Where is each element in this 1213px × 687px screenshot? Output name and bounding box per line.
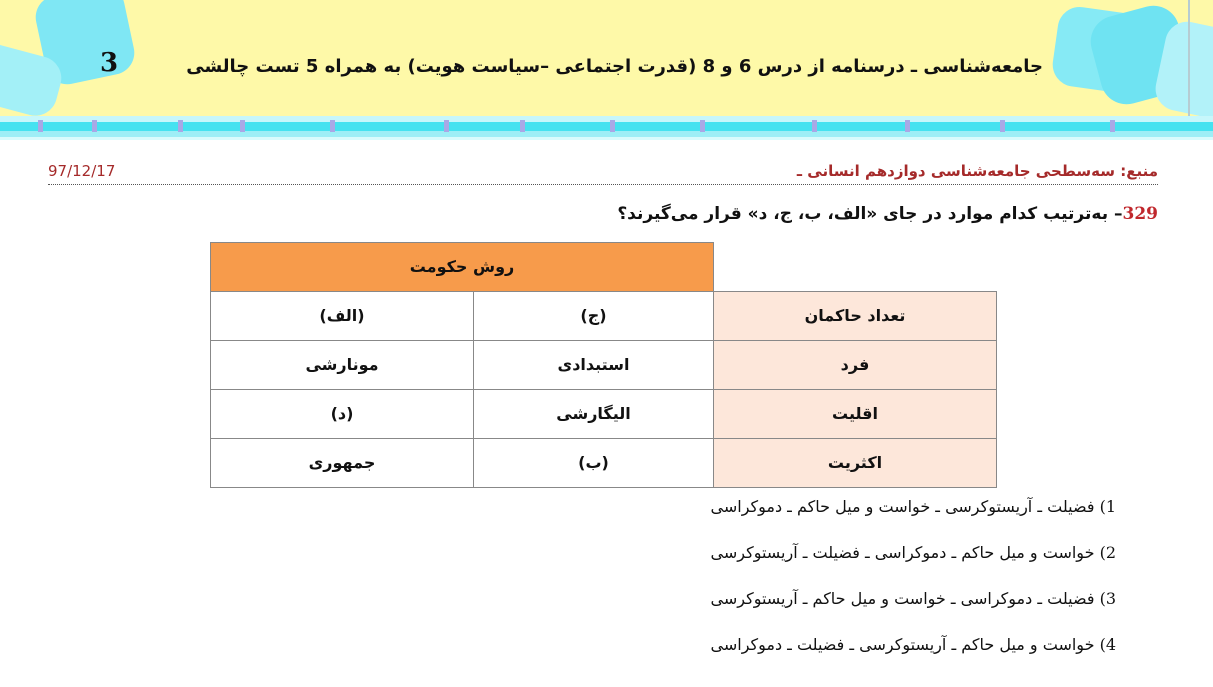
table-row	[211, 291, 997, 340]
option-number: 3)	[1099, 589, 1116, 608]
option-text: فضیلت ـ دموکراسی ـ خواست و میل حاکم ـ آریستوکرسی	[710, 589, 1095, 608]
table-row	[211, 438, 997, 487]
question-stem	[617, 204, 1158, 224]
option-text: فضیلت ـ آریستوکرسی ـ خواست و میل حاکم ـ دموکراسی	[710, 497, 1095, 516]
source-text: منبع: سه‌سطحی جامعه‌شناسی دوازدهم انسانی ـ	[793, 162, 1158, 180]
table-header-cell: روش حکومت	[211, 243, 714, 292]
table-cell: (ج)	[474, 291, 714, 340]
option-number: 2)	[1099, 543, 1116, 562]
table-row-label: اکثریت	[714, 438, 997, 487]
answer-option-2[interactable]	[711, 536, 1117, 582]
table-cell: (الف)	[211, 291, 474, 340]
answer-option-3[interactable]	[711, 582, 1117, 628]
page-number: 3	[100, 48, 119, 78]
table-cell: مونارشی	[211, 340, 474, 389]
option-number: 4)	[1099, 635, 1116, 654]
table-cell: (د)	[211, 389, 474, 438]
table-cell: استبدادی	[474, 340, 714, 389]
answer-option-1[interactable]	[711, 490, 1117, 536]
answer-options	[711, 490, 1117, 674]
table-cell: الیگارشی	[474, 389, 714, 438]
source-line	[48, 160, 1158, 185]
document-title: جامعه‌شناسی ـ درسنامه از درس 6 و 8 (قدرت اجتماعی –سیاست هویت) به همراه 5 تست چالشی	[186, 56, 1043, 77]
table-cell: (ب)	[474, 438, 714, 487]
question-text: – به‌ترتیب کدام موارد در جای «الف، ب، ج، د» قرار می‌گیرند؟	[617, 204, 1123, 224]
question-number: 329	[1122, 204, 1158, 224]
table-cell: جمهوری	[211, 438, 474, 487]
table-row	[211, 389, 997, 438]
government-table	[210, 242, 997, 488]
source-date: 97/12/17	[48, 162, 119, 180]
option-number: 1)	[1099, 497, 1116, 516]
table-header-row	[211, 243, 997, 292]
table-row	[211, 340, 997, 389]
option-text: خواست و میل حاکم ـ دموکراسی ـ فضیلت ـ آریستوکرسی	[710, 543, 1095, 562]
table-row-label: اقلیت	[714, 389, 997, 438]
answer-option-4[interactable]	[711, 628, 1117, 674]
table-empty-cell	[714, 243, 997, 292]
table-row-label: تعداد حاکمان	[714, 291, 997, 340]
option-text: خواست و میل حاکم ـ آریستوکرسی ـ فضیلت ـ دموکراسی	[710, 635, 1095, 654]
table-row-label: فرد	[714, 340, 997, 389]
